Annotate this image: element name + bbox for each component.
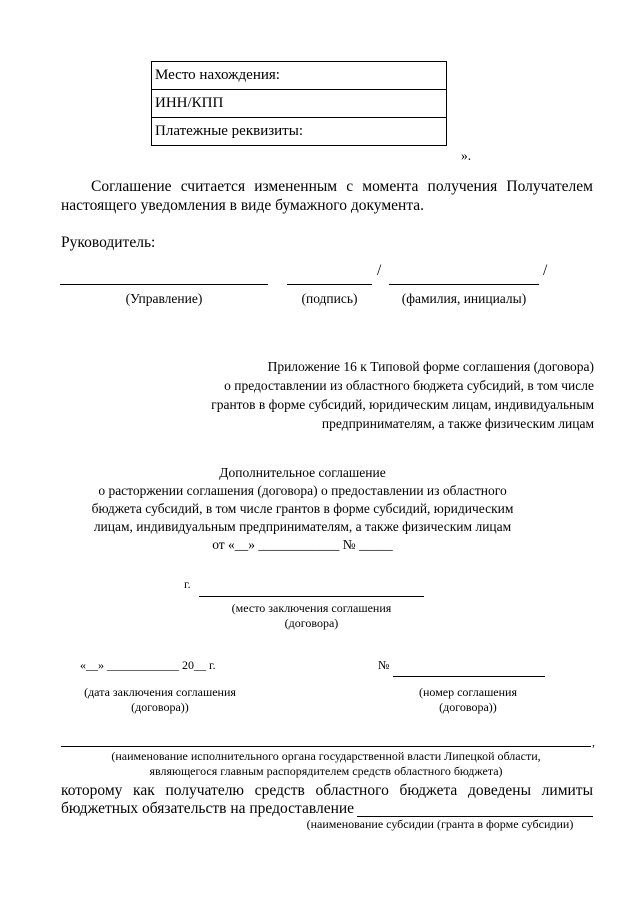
closing-quote: ». [461,148,472,163]
details-table [151,61,447,146]
number-caption-line: (договора)) [439,700,497,714]
name-line [389,284,539,285]
date-caption-line: (договора)) [131,700,189,714]
appendix-line: о предоставлении из областного бюджета субсидий, в том числе [224,378,594,393]
caption-name: (фамилия, инициалы) [401,291,527,306]
appendix-line: предпринимателям, а также физическим лицам [321,416,594,431]
agreement-title-line: о расторжении соглашения (договора) о предоставлении из областного [98,483,507,498]
appendix-heading [150,357,594,433]
number-caption-line: (номер соглашения [419,685,517,699]
place-caption-line: (место заключения соглашения [231,601,392,615]
signature-line [287,284,372,285]
agreement-title-line: лицам, индивидуальным предпринимателям, а также физическим лицам [93,519,512,534]
table-row [152,90,447,118]
executive-body-line [61,746,591,747]
executive-caption [61,749,591,779]
agreement-date-number: от «__» ____________ № _____ [212,537,393,552]
subsidy-caption: (наименование субсидии (гранта в форме субсидии) [306,817,574,831]
place-line [199,596,424,597]
slash-separator: / [377,262,382,279]
agreement-title-line: бюджета субсидий, в том числе грантов в форме субсидий, юридическим [91,501,514,516]
number-caption [378,685,558,715]
executive-caption-line: являющегося главным распорядителем средств областного бюджета) [149,764,503,778]
appendix-line: Приложение 16 к Типовой форме соглашения (договора) [267,359,594,374]
executive-text-line: бюджетных обязательств на предоставление [61,800,355,817]
executive-text-line: которому как получателю средств областного бюджета доведены лимиты [61,782,593,799]
table-row [152,118,447,146]
executive-comma: , [592,735,595,749]
slash-separator: / [543,262,548,279]
place-caption-line: (договора) [284,616,339,630]
department-line [60,284,268,285]
table-cell-location: Место нахождения: [152,62,447,90]
head-label: Руководитель: [61,234,156,251]
executive-caption-line: (наименование исполнительного органа государственной власти Липецкой области, [111,749,541,763]
number-sign: № [378,658,390,672]
appendix-line: грантов в форме субсидий, юридическим лицам, индивидуальным [211,397,594,412]
number-line [393,676,545,677]
caption-department: (Управление) [125,291,203,306]
agreement-title-line: Дополнительное соглашение [219,465,386,480]
notice-paragraph [61,177,593,215]
date-caption-line: (дата заключения соглашения [84,685,236,699]
agreement-title [40,464,565,554]
table-cell-payment-details: Платежные реквизиты: [152,118,447,146]
table-cell-inn-kpp: ИНН/КПП [152,90,447,118]
date-field: «__» ____________ 20__ г. [80,658,216,672]
notice-text: Соглашение считается измененным с момента получения Получателем настоящего уведомления в виде бумажного документа. [61,178,593,214]
place-caption [199,601,424,631]
place-prefix: г. [184,577,191,591]
table-row [152,62,447,90]
caption-signature: (подпись) [301,291,358,306]
date-caption [60,685,260,715]
